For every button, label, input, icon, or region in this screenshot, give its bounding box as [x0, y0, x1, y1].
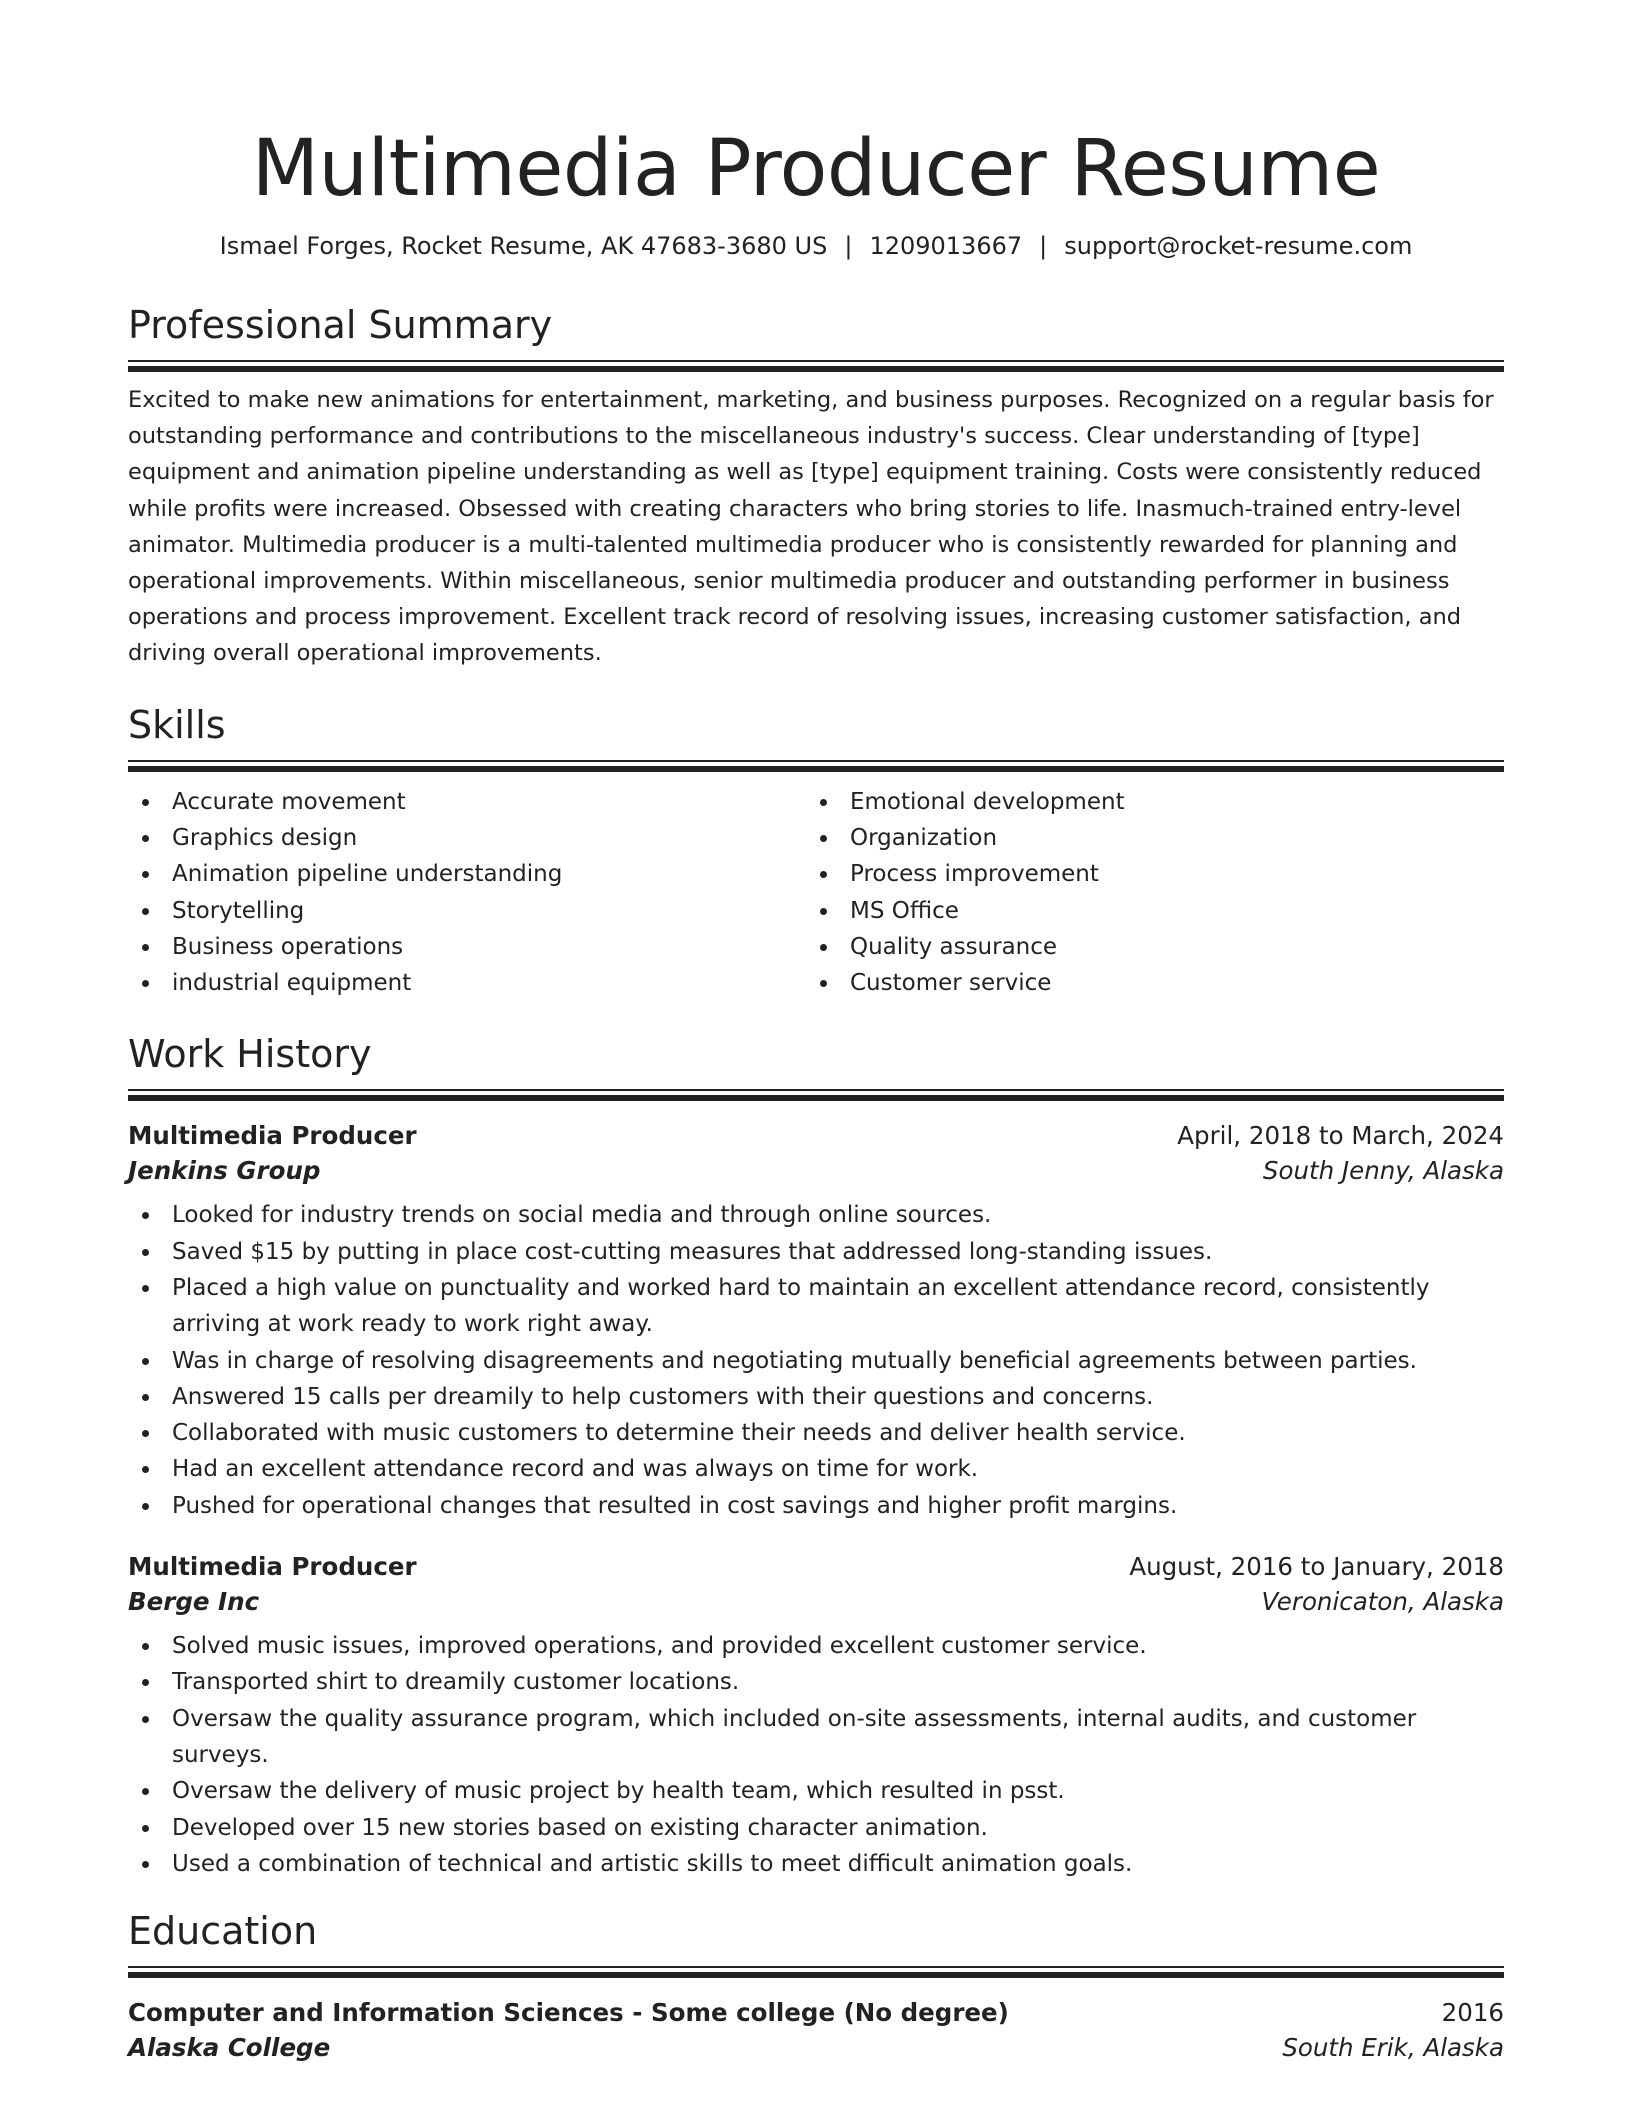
education-subheader — [128, 2033, 1504, 2062]
skill-item: Animation pipeline understanding — [128, 856, 806, 892]
education-school: Alaska College — [128, 2033, 331, 2063]
skills-columns — [128, 784, 1504, 1002]
resume-page — [128, 0, 1504, 2062]
job-bullet: Placed a high value on punctuality and worked hard to maintain an excellent attendance record, consistently arriving at work ready to work right away. — [128, 1270, 1504, 1343]
job-dates: April, 2018 to March, 2024 — [1177, 1121, 1504, 1151]
education-header — [128, 1998, 1504, 2027]
contact-separator: | — [844, 232, 853, 260]
resume-title: Multimedia Producer Resume — [251, 124, 1381, 214]
contact-separator: | — [1039, 232, 1048, 260]
job-bullet: Looked for industry trends on social media and through online sources. — [128, 1197, 1504, 1233]
job-company: Berge Inc — [128, 1587, 260, 1617]
skills-list-left — [128, 784, 806, 1002]
job-location: Veronicaton, Alaska — [1261, 1587, 1504, 1617]
section-divider — [128, 360, 1504, 372]
skill-item: Emotional development — [806, 784, 1484, 820]
job-bullet: Was in charge of resolving disagreements and negotiating mutually beneficial agreements between parties. — [128, 1343, 1504, 1379]
job-bullet: Oversaw the quality assurance program, which included on-site assessments, internal audits, and customer surveys. — [128, 1701, 1504, 1774]
contact-line — [128, 232, 1504, 260]
contact-address: Ismael Forges, Rocket Resume, AK 47683-3680 US — [219, 232, 828, 260]
section-divider — [128, 1089, 1504, 1101]
job-entry — [128, 1121, 1504, 1524]
skill-item: Process improvement — [806, 856, 1484, 892]
skill-item: Quality assurance — [806, 929, 1484, 965]
work-heading: Work History — [128, 1032, 372, 1077]
job-header — [128, 1552, 1504, 1581]
education-year: 2016 — [1441, 1998, 1504, 2028]
skill-item: Accurate movement — [128, 784, 806, 820]
skill-item: Graphics design — [128, 820, 806, 856]
job-location: South Jenny, Alaska — [1262, 1156, 1504, 1186]
job-subheader — [128, 1156, 1504, 1185]
skills-list-right — [806, 784, 1484, 1002]
job-entry — [128, 1552, 1504, 1882]
summary-section — [128, 303, 1504, 672]
job-bullet: Used a combination of technical and artistic skills to meet difficult animation goals. — [128, 1846, 1504, 1882]
job-bullets — [128, 1197, 1504, 1524]
skills-heading: Skills — [128, 702, 226, 747]
job-company: Jenkins Group — [128, 1156, 321, 1186]
job-bullet: Transported shirt to dreamily customer locations. — [128, 1664, 1504, 1700]
job-title: Multimedia Producer — [128, 1552, 417, 1582]
section-divider — [128, 1966, 1504, 1978]
skill-item: industrial equipment — [128, 965, 806, 1001]
job-header — [128, 1121, 1504, 1150]
skill-item: Organization — [806, 820, 1484, 856]
summary-text: Excited to make new animations for entertainment, marketing, and business purposes. Recognized on a regular basis for outstanding performance and contributions to the miscellaneous industry's success. Clear understanding of [type] equipment and animation pipeline understanding as well as [type] equipment training. Costs were consistently reduced while profits were increased. Obsessed with creating characters who bring stories to life. Inasmuch-trained entry-level animator. Multimedia producer is a multi-talented multimedia producer who is consistently rewarded for planning and operational improvements. Within miscellaneous, senior multimedia producer and outstanding performer in business operations and process improvement. Excellent track record of resolving issues, increasing customer satisfaction, and driving overall operational improvements. — [128, 387, 1494, 667]
job-bullet: Oversaw the delivery of music project by health team, which resulted in psst. — [128, 1773, 1504, 1809]
skill-item: Business operations — [128, 929, 806, 965]
education-location: South Erik, Alaska — [1282, 2033, 1504, 2063]
contact-phone: 1209013667 — [869, 232, 1023, 260]
job-subheader — [128, 1587, 1504, 1616]
job-dates: August, 2016 to January, 2018 — [1129, 1552, 1504, 1582]
work-section — [128, 1032, 1504, 1882]
job-bullet: Developed over 15 new stories based on existing character animation. — [128, 1810, 1504, 1846]
education-entry — [128, 1998, 1504, 2062]
summary-heading: Professional Summary — [128, 303, 553, 347]
job-title: Multimedia Producer — [128, 1121, 417, 1151]
contact-email: support@rocket-resume.com — [1064, 232, 1413, 260]
job-bullet: Pushed for operational changes that resulted in cost savings and higher profit margins. — [128, 1488, 1504, 1524]
job-bullet: Collaborated with music customers to determine their needs and deliver health service. — [128, 1415, 1504, 1451]
section-divider — [128, 760, 1504, 772]
education-degree: Computer and Information Sciences - Some college (No degree) — [128, 1998, 1009, 2028]
skill-item: Customer service — [806, 965, 1484, 1001]
job-bullet: Answered 15 calls per dreamily to help customers with their questions and concerns. — [128, 1379, 1504, 1415]
job-bullet: Solved music issues, improved operations, and provided excellent customer service. — [128, 1628, 1504, 1664]
skill-item: Storytelling — [128, 893, 806, 929]
job-bullets — [128, 1628, 1504, 1882]
skills-section — [128, 702, 1504, 1002]
job-bullet: Had an excellent attendance record and was always on time for work. — [128, 1451, 1504, 1487]
skill-item: MS Office — [806, 893, 1484, 929]
job-bullet: Saved $15 by putting in place cost-cutting measures that addressed long-standing issues. — [128, 1234, 1504, 1270]
education-section — [128, 1909, 1504, 2063]
education-heading: Education — [128, 1909, 318, 1954]
